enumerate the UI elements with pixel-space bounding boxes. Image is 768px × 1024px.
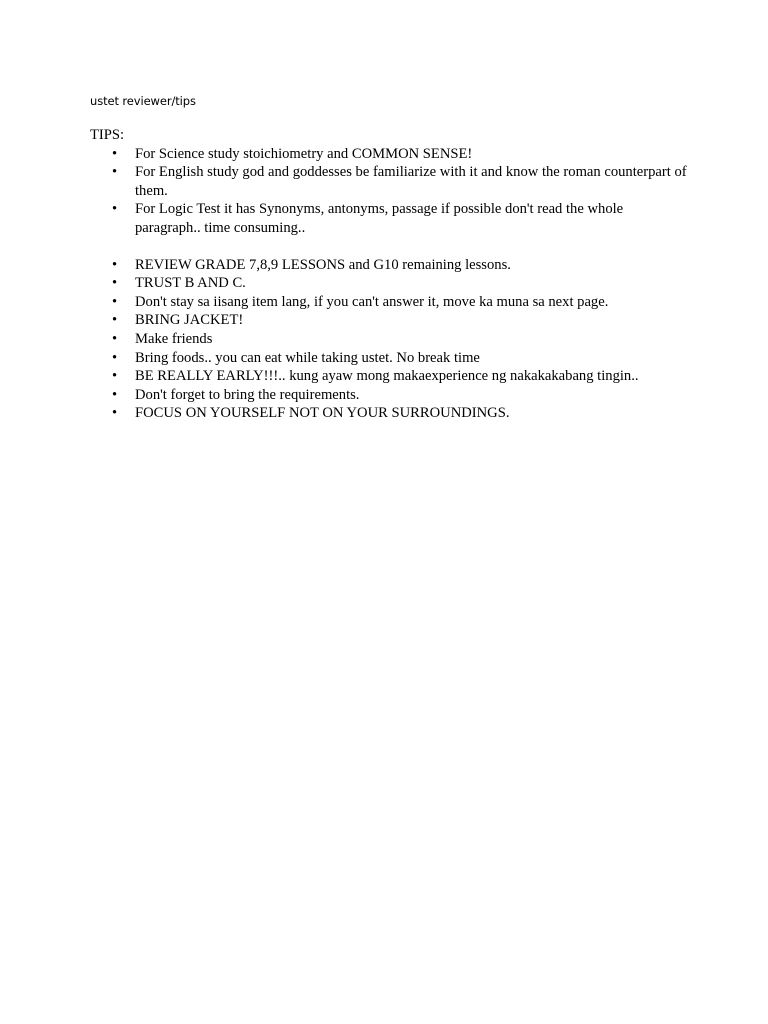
list-item-text: Don't stay sa iisang item lang, if you can't answer it, move ka muna sa next page. [135, 293, 609, 310]
bullet-icon: • [112, 405, 118, 422]
list-item-text: For Logic Test it has Synonyms, antonyms, passage if possible don't read the whole paragraph.. time consuming.. [135, 201, 624, 236]
list-item-text: Bring foods.. you can eat while taking ustet. No break time [135, 349, 480, 366]
tips-list-study [90, 145, 690, 238]
bullet-icon: • [112, 256, 118, 273]
list-item [90, 274, 690, 293]
bullet-icon: • [112, 349, 118, 366]
list-item-text: BRING JACKET! [135, 312, 244, 329]
list-item [90, 200, 690, 237]
bullet-icon: • [112, 164, 118, 181]
list-item [90, 293, 690, 312]
list-item [90, 349, 690, 368]
bullet-icon: • [112, 201, 118, 218]
list-item [90, 145, 690, 164]
document-body [90, 126, 690, 423]
bullet-icon: • [112, 312, 118, 329]
list-item [90, 330, 690, 349]
list-item-text: Don't forget to bring the requirements. [135, 386, 360, 403]
tips-heading: TIPS: [90, 127, 125, 143]
list-item-text: TRUST B AND C. [135, 275, 246, 292]
list-item [90, 404, 690, 423]
list-item-text: REVIEW GRADE 7,8,9 LESSONS and G10 remaining lessons. [135, 256, 511, 273]
bullet-icon: • [112, 368, 118, 385]
document-title: ustet reviewer/tips [90, 94, 196, 108]
list-item [90, 311, 690, 330]
bullet-icon: • [112, 330, 118, 347]
list-item-text: For English study god and goddesses be familiarize with it and know the roman counterpart of them. [135, 164, 687, 199]
list-item [90, 163, 690, 200]
list-item-text: FOCUS ON YOURSELF NOT ON YOUR SURROUNDINGS. [135, 405, 510, 422]
bullet-icon: • [112, 275, 118, 292]
bullet-icon: • [112, 145, 118, 162]
list-item [90, 256, 690, 275]
paragraph-gap [90, 238, 690, 256]
list-item-text: BE REALLY EARLY!!!.. kung ayaw mong makaexperience ng nakakakabang tingin.. [135, 368, 639, 385]
list-item [90, 386, 690, 405]
list-item [90, 367, 690, 386]
list-item-text: For Science study stoichiometry and COMMON SENSE! [135, 145, 473, 162]
bullet-icon: • [112, 386, 118, 403]
tips-list-general [90, 256, 690, 423]
bullet-icon: • [112, 293, 118, 310]
list-item-text: Make friends [135, 330, 213, 347]
